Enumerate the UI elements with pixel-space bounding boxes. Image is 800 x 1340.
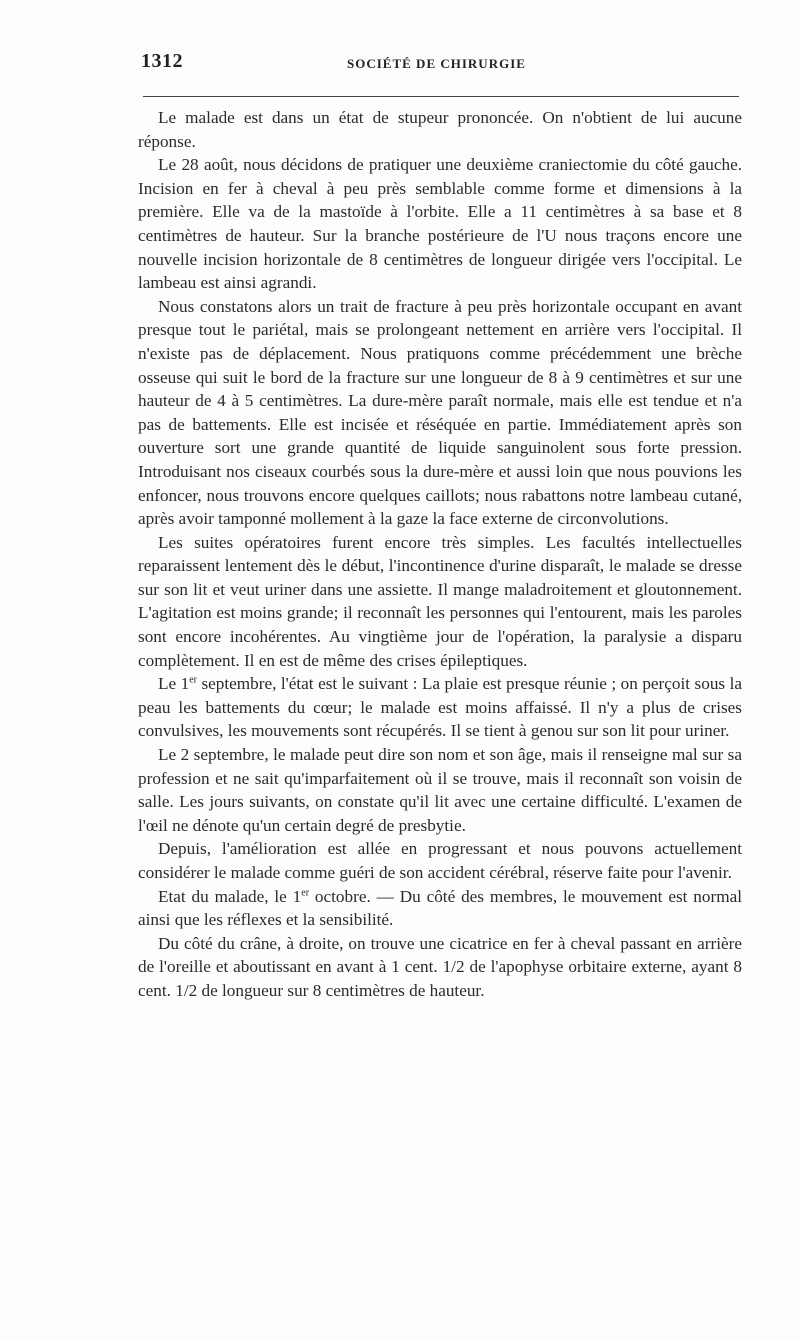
- paragraph: Le 2 septembre, le malade peut dire son nom et son âge, mais il renseigne mal sur sa profession et ne sait qu'imparfaitement où il se trouve, mais il reconnaît son voisin de salle. Les jours suivants, on constate qu'il lit avec une certaine difficulté. L'examen de l'œil ne dénote qu'un certain degré de presbytie.: [138, 745, 742, 835]
- paragraph: Du côté du crâne, à droite, on trouve une cicatrice en fer à cheval passant en arrière de l'oreille et aboutissant en avant à 1 cent. 1/2 de l'apophyse orbitaire externe, ayant 8 cent. 1/2 de longueur sur 8 centimètres de hauteur.: [138, 933, 742, 1000]
- paragraph: Depuis, l'amélioration est allée en progressant et nous pouvons actuellement considérer le malade comme guéri de son accident cérébral, réserve faite pour l'avenir.: [138, 839, 742, 882]
- superscript: er: [189, 674, 197, 686]
- superscript: er: [301, 886, 310, 898]
- paragraph-text: septembre, l'état est le suivant : La plaie est presque réunie ; on perçoit sous la peau les battements du cœur; le malade est moins affaissé. Il n'y a plus de crises convulsives, les mouvements sont récupérés. Il se tient à genou sur son lit pour uriner.: [138, 674, 742, 741]
- paragraph: [138, 885, 742, 932]
- paragraph: Le malade est dans un état de stupeur prononcée. On n'obtient de lui aucune réponse.: [138, 108, 742, 151]
- page-header: [141, 50, 741, 78]
- paragraph-text: Le 1: [158, 674, 190, 694]
- paragraph-text: octobre. — Du côté des membres, le mouvement est normal ainsi que les réflexes et la sensibilité.: [138, 886, 742, 930]
- header-rule: [143, 96, 739, 97]
- page-number: 1312: [141, 50, 183, 72]
- paragraph-text: Etat du malade, le 1: [158, 886, 302, 906]
- paragraph: Les suites opératoires furent encore très simples. Les facultés intellectuelles reparaissent lentement dès le début, l'incontinence d'urine disparaît, le malade se dresse sur son lit et veut uriner dans une assiette. Il mange maladroitement et gloutonnement. L'agitation est moins grande; il reconnaît les personnes qui l'entourent, mais les paroles sont encore incohérentes. Au vingtième jour de l'opération, la paralysie a disparu complètement. Il en est de même des crises épileptiques.: [138, 532, 742, 670]
- body-text: [138, 106, 742, 1003]
- paragraph: Le 28 août, nous décidons de pratiquer une deuxième craniectomie du côté gauche. Incision en fer à cheval à peu près semblable comme forme et dimensions à la première. Elle va de la mastoïde à l'orbite. Elle a 11 centimètres à sa base et 8 centimètres de hauteur. Sur la branche postérieure de l'U nous traçons encore une nouvelle incision horizontale de 8 centimètres de longueur dirigée vers l'occipital. Le lambeau est ainsi agrandi.: [138, 155, 742, 293]
- running-title: SOCIÉTÉ DE CHIRURGIE: [347, 56, 526, 71]
- paragraph: [138, 672, 742, 743]
- paragraph: Nous constatons alors un trait de fracture à peu près horizontale occupant en avant presque tout le pariétal, mais se prolongeant nettement en arrière vers l'occipital. Il n'existe pas de déplacement. Nous pratiquons comme précédemment une brèche osseuse qui suit le bord de la fracture sur une longueur de 8 à 9 centimètres et sur une hauteur de 4 à 5 centimètres. La dure-mère paraît normale, mais elle est tendue et n'a pas de battements. Elle est incisée et réséquée en partie. Immédiatement après son ouverture sort une grande quantité de liquide sanguinolent sous forte pression. Introduisant nos ciseaux courbés sous la dure-mère et aussi loin que nous pouvions les enfoncer, nous trouvons encore quelques caillots; nous rabattons notre lambeau cutané, après avoir tamponné mollement à la gaze la face externe de circonvolutions.: [138, 296, 742, 529]
